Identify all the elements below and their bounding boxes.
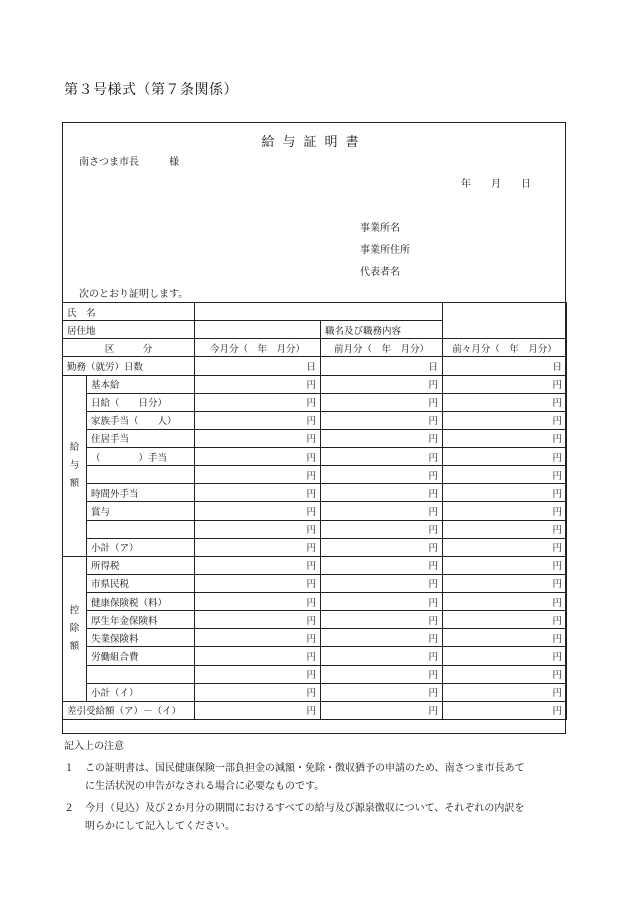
deduction-item-label[interactable] xyxy=(87,665,195,683)
days-cell[interactable]: 日 xyxy=(195,357,321,375)
salary-row xyxy=(63,411,567,429)
amount-cell[interactable]: 円 xyxy=(443,665,567,683)
deduction-group-char: 控 xyxy=(69,604,80,616)
amount-cell[interactable]: 円 xyxy=(443,411,567,429)
salary-row xyxy=(63,502,567,520)
note-text-continued: 明らかにして記入してください。 xyxy=(85,821,235,832)
salary-item-label: 日給（ 日分） xyxy=(87,393,195,411)
amount-cell[interactable]: 円 xyxy=(195,665,321,683)
salary-row xyxy=(63,484,567,502)
amount-cell[interactable]: 円 xyxy=(195,502,321,520)
amount-cell[interactable]: 円 xyxy=(321,556,443,574)
amount-cell[interactable]: 円 xyxy=(443,593,567,611)
amount-cell[interactable]: 円 xyxy=(321,611,443,629)
office-address-label: 事業所住所 xyxy=(360,245,410,256)
name-label: 氏 名 xyxy=(63,303,195,321)
salary-group-label xyxy=(63,375,87,556)
amount-cell[interactable]: 円 xyxy=(443,393,567,411)
salary-item-label: 基本給 xyxy=(87,375,195,393)
salary-group-char: 額 xyxy=(69,477,80,489)
amount-cell[interactable]: 円 xyxy=(443,574,567,592)
work-days-row xyxy=(63,357,567,375)
amount-cell[interactable]: 円 xyxy=(443,701,567,719)
amount-cell[interactable]: 円 xyxy=(195,466,321,484)
amount-cell[interactable]: 円 xyxy=(195,484,321,502)
salary-row xyxy=(63,448,567,466)
deduction-row xyxy=(63,647,567,665)
amount-cell[interactable]: 円 xyxy=(195,448,321,466)
amount-cell[interactable]: 円 xyxy=(443,466,567,484)
salary-row xyxy=(63,429,567,447)
amount-cell[interactable]: 円 xyxy=(443,683,567,701)
note-number: １ xyxy=(64,763,74,774)
amount-cell[interactable]: 円 xyxy=(195,520,321,538)
amount-cell[interactable]: 円 xyxy=(443,556,567,574)
document-title: 給与証明書 xyxy=(261,135,367,150)
deduction-row xyxy=(63,629,567,647)
salary-row xyxy=(63,538,567,556)
amount-cell[interactable]: 円 xyxy=(321,375,443,393)
amount-cell[interactable]: 円 xyxy=(195,393,321,411)
amount-cell[interactable]: 円 xyxy=(443,484,567,502)
this-month-header: 今月分（ 年 月分） xyxy=(195,339,321,357)
name-field[interactable] xyxy=(195,303,443,321)
amount-cell[interactable]: 円 xyxy=(321,466,443,484)
salary-row xyxy=(63,520,567,538)
address-label: 居住地 xyxy=(63,321,195,339)
salary-item-label: 家族手当（ 人） xyxy=(87,411,195,429)
salary-row xyxy=(63,375,567,393)
certify-statement: 次のとおり証明します。 xyxy=(79,289,189,300)
address-field[interactable] xyxy=(195,321,321,339)
amount-cell[interactable]: 円 xyxy=(321,683,443,701)
note-text: 今月（見込）及び２か月分の期間におけるすべての給与及び源泉徴収について、それぞれの内訳を xyxy=(85,803,525,814)
amount-cell[interactable]: 円 xyxy=(321,411,443,429)
deduction-item-label: 失業保険料 xyxy=(87,629,195,647)
salary-row xyxy=(63,466,567,484)
salary-item-label: 小計（ア） xyxy=(87,538,195,556)
days-cell[interactable]: 日 xyxy=(443,357,567,375)
notes-section xyxy=(64,738,574,836)
office-name-label: 事業所名 xyxy=(360,223,400,234)
amount-cell[interactable]: 円 xyxy=(321,502,443,520)
note-item-2 xyxy=(64,800,574,836)
deduction-group-label xyxy=(63,556,87,701)
salary-item-label: 住居手当 xyxy=(87,429,195,447)
deduction-item-label: 所得税 xyxy=(87,556,195,574)
last-month-header: 前月分（ 年 月分） xyxy=(321,339,443,357)
deduction-row xyxy=(63,611,567,629)
salary-item-label: 時間外手当 xyxy=(87,484,195,502)
amount-cell[interactable]: 円 xyxy=(195,375,321,393)
note-number: ２ xyxy=(64,803,74,814)
salary-row xyxy=(63,393,567,411)
note-item-1 xyxy=(64,760,574,796)
deduction-item-label: 労働組合費 xyxy=(87,647,195,665)
amount-cell[interactable]: 円 xyxy=(321,448,443,466)
salary-item-label: （ ）手当 xyxy=(87,448,195,466)
amount-cell[interactable]: 円 xyxy=(321,629,443,647)
amount-cell[interactable]: 円 xyxy=(321,647,443,665)
amount-cell[interactable]: 円 xyxy=(443,375,567,393)
amount-cell[interactable]: 円 xyxy=(321,393,443,411)
amount-cell[interactable]: 円 xyxy=(321,701,443,719)
note-text: この証明書は、国民健康保険一部負担金の減額・免除・徴収猶予の申請のため、南さつま市長あて xyxy=(85,763,525,774)
amount-cell[interactable]: 円 xyxy=(195,411,321,429)
salary-item-label[interactable] xyxy=(87,520,195,538)
deduction-item-label: 厚生年金保険料 xyxy=(87,611,195,629)
deduction-row xyxy=(63,683,567,701)
amount-cell[interactable]: 円 xyxy=(443,538,567,556)
certificate-form xyxy=(62,122,566,734)
amount-cell[interactable]: 円 xyxy=(321,484,443,502)
amount-cell[interactable]: 円 xyxy=(195,629,321,647)
date-line[interactable]: 年 月 日 xyxy=(461,179,531,190)
amount-cell[interactable]: 円 xyxy=(195,429,321,447)
amount-cell[interactable]: 円 xyxy=(443,429,567,447)
addressee: 南さつま市長 様 xyxy=(79,157,179,168)
deduction-item-label: 小計（イ） xyxy=(87,683,195,701)
amount-cell[interactable]: 円 xyxy=(443,611,567,629)
job-field[interactable] xyxy=(443,303,567,339)
salary-table xyxy=(62,302,567,720)
amount-cell[interactable]: 円 xyxy=(321,665,443,683)
job-label: 職名及び職務内容 xyxy=(321,321,443,339)
net-amount-row xyxy=(63,701,567,719)
amount-cell[interactable]: 円 xyxy=(321,593,443,611)
amount-cell[interactable]: 円 xyxy=(195,538,321,556)
deduction-group-char: 額 xyxy=(69,640,80,652)
amount-cell[interactable]: 円 xyxy=(195,556,321,574)
note-text-continued: に生活状況の申告がなされる場合に必要なものです。 xyxy=(85,781,325,792)
representative-label: 代表者名 xyxy=(360,267,400,278)
amount-cell[interactable]: 円 xyxy=(443,448,567,466)
work-days-label: 勤務（就労）日数 xyxy=(63,357,195,375)
two-months-ago-header: 前々月分（ 年 月分） xyxy=(443,339,567,357)
net-amount-label: 差引受給額（ア）－（イ） xyxy=(63,701,195,719)
amount-cell[interactable]: 円 xyxy=(195,647,321,665)
amount-cell[interactable]: 円 xyxy=(321,520,443,538)
deduction-row xyxy=(63,574,567,592)
amount-cell[interactable]: 円 xyxy=(321,429,443,447)
amount-cell[interactable]: 円 xyxy=(195,593,321,611)
amount-cell[interactable]: 円 xyxy=(443,647,567,665)
deduction-row xyxy=(63,593,567,611)
salary-item-label: 賞与 xyxy=(87,502,195,520)
amount-cell[interactable]: 円 xyxy=(195,611,321,629)
amount-cell[interactable]: 円 xyxy=(195,701,321,719)
salary-group-char: 与 xyxy=(69,459,80,471)
category-header: 区 分 xyxy=(63,339,195,357)
amount-cell[interactable]: 円 xyxy=(443,520,567,538)
days-cell[interactable]: 日 xyxy=(321,357,443,375)
amount-cell[interactable]: 円 xyxy=(195,683,321,701)
salary-item-label[interactable] xyxy=(87,466,195,484)
deduction-item-label: 市県民税 xyxy=(87,574,195,592)
amount-cell[interactable]: 円 xyxy=(321,538,443,556)
amount-cell[interactable]: 円 xyxy=(443,629,567,647)
salary-group-char: 給 xyxy=(69,441,80,453)
deduction-group-char: 除 xyxy=(69,622,80,634)
deduction-row xyxy=(63,556,567,574)
deduction-item-label: 健康保険税（料） xyxy=(87,593,195,611)
notes-heading: 記入上の注意 xyxy=(64,741,124,752)
amount-cell[interactable]: 円 xyxy=(321,574,443,592)
amount-cell[interactable]: 円 xyxy=(195,574,321,592)
deduction-row xyxy=(63,665,567,683)
form-number-label: 第３号様式（第７条関係） xyxy=(64,82,238,98)
amount-cell[interactable]: 円 xyxy=(443,502,567,520)
